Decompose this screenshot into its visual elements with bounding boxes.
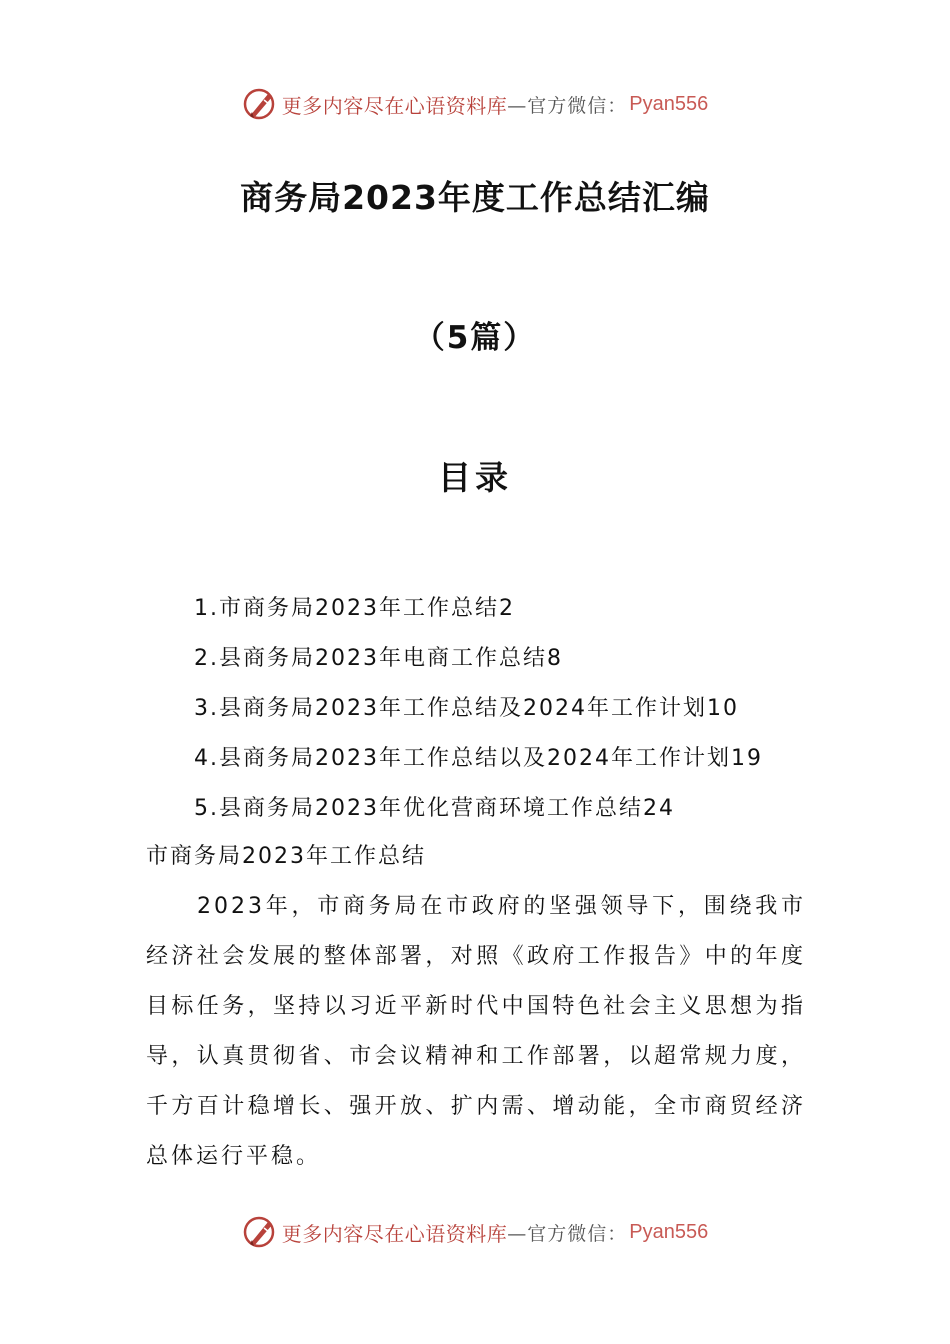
article-title: 市商务局2023年工作总结: [146, 844, 426, 869]
banner-slogan: 更多内容尽在心语资料库: [281, 93, 508, 118]
banner-slogan: 更多内容尽在心语资料库: [281, 1221, 508, 1246]
toc-item[interactable]: 4.县商务局2023年工作总结以及2024年工作计划19: [194, 746, 763, 771]
toc-item[interactable]: 5.县商务局2023年优化营商环境工作总结24: [194, 796, 675, 821]
banner-wechat-id: Pyan556: [629, 92, 709, 115]
article-paragraph: 2023年，市商务局在市政府的坚强领导下，围绕我市经济社会发展的整体部署，对照《政府工作报告》中的年度目标任务，坚持以习近平新时代中国特色社会主义思想为指导，认真贯彻省、市会议精神和工作部署，以超常规力度，千方百计稳增长、强开放、扩内需、增动能，全市商贸经济总体运行平稳。: [146, 894, 806, 1169]
banner-contact-label: —官方微信：: [507, 1222, 628, 1245]
document-subtitle: （5篇）: [413, 320, 537, 356]
table-of-contents: [194, 584, 763, 834]
pen-logo-icon: [242, 86, 278, 122]
toc-item[interactable]: 2.县商务局2023年电商工作总结8: [194, 646, 563, 671]
header-banner: [0, 84, 950, 124]
toc-heading: 目录: [438, 458, 512, 497]
footer-banner: [0, 1212, 950, 1252]
document-title: 商务局2023年度工作总结汇编: [240, 178, 710, 217]
banner-contact-label: —官方微信：: [507, 94, 628, 117]
pen-logo-icon: [242, 1214, 278, 1250]
toc-item[interactable]: 3.县商务局2023年工作总结及2024年工作计划10: [194, 696, 739, 721]
toc-item[interactable]: 1.市商务局2023年工作总结2: [194, 596, 515, 621]
banner-wechat-id: Pyan556: [629, 1220, 709, 1243]
